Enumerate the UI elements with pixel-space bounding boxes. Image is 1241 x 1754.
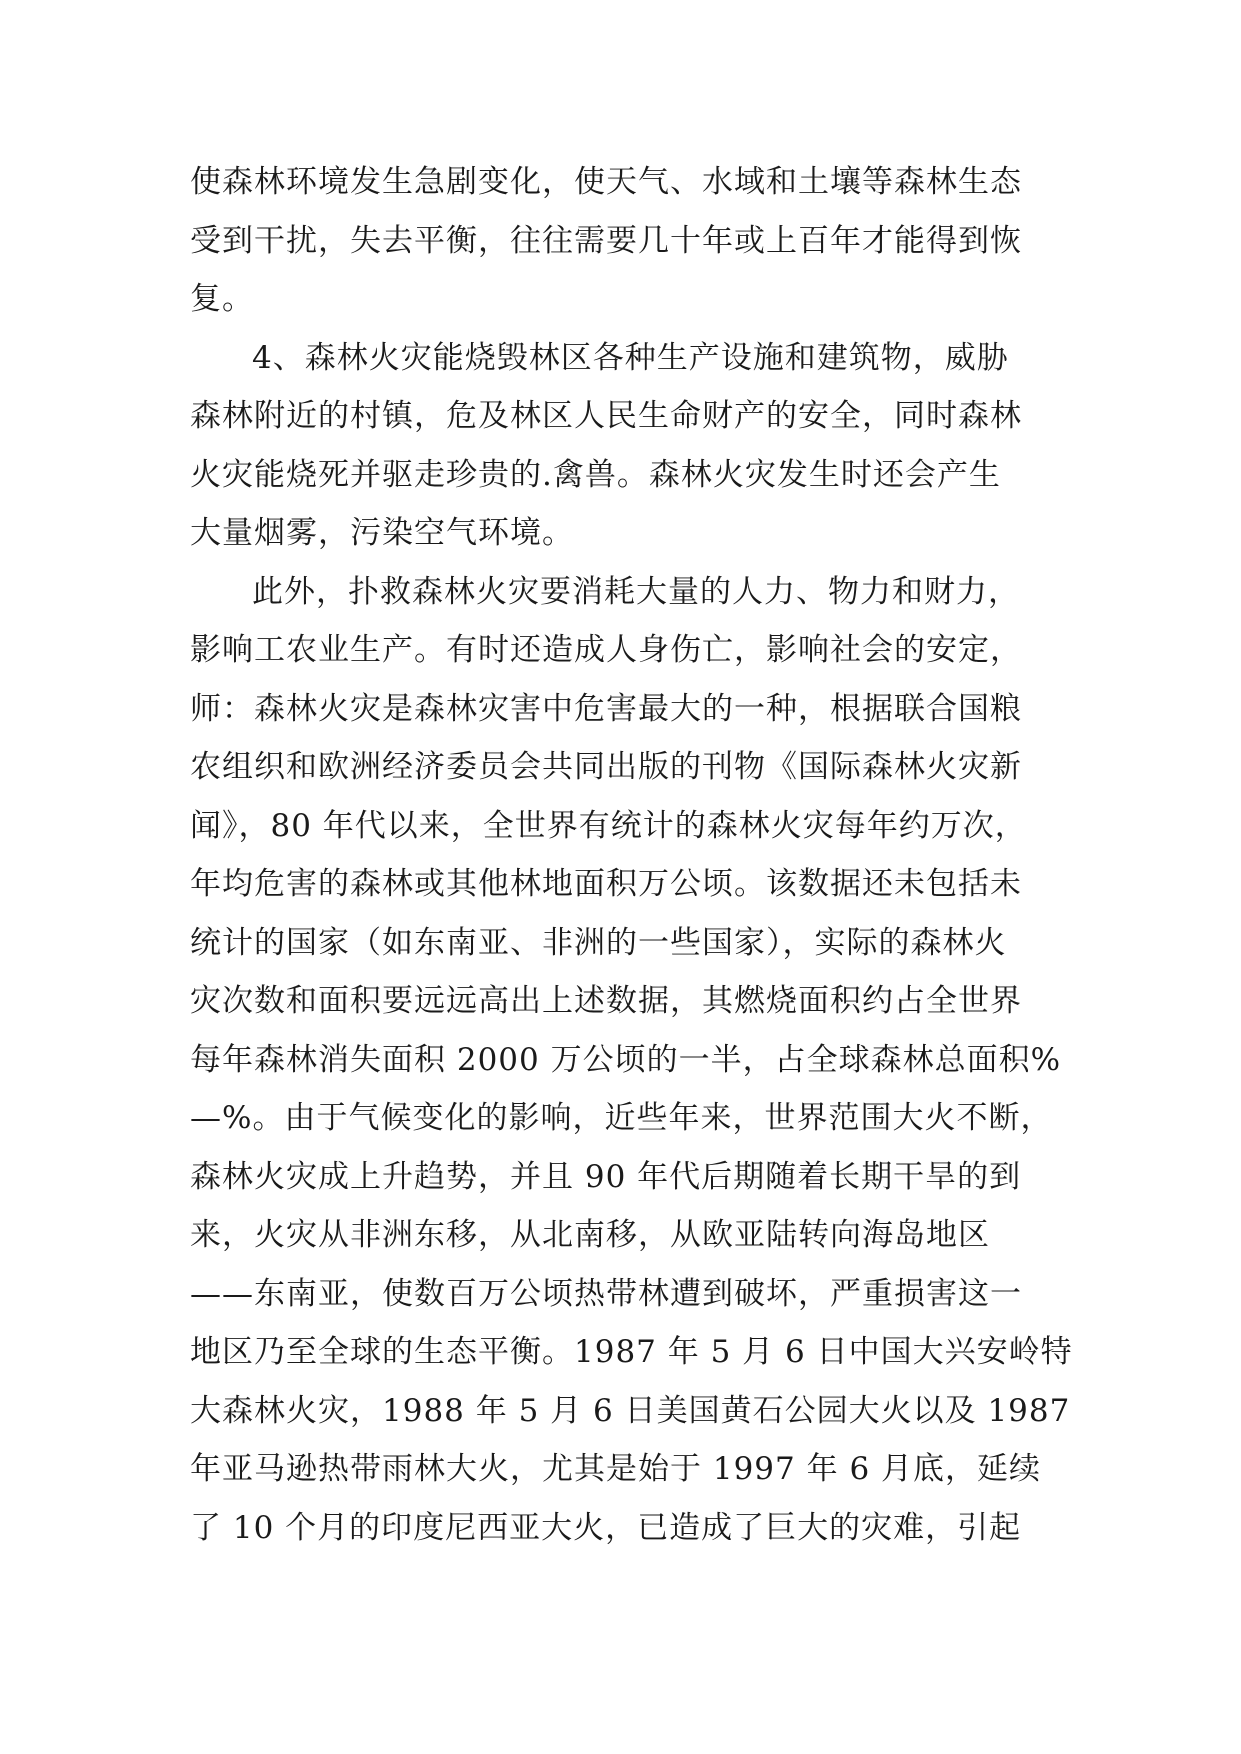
text-line: 了 10 个月的印度尼西亚大火，已造成了巨大的灾难，引起 — [190, 1509, 1022, 1546]
text-line: 年亚马逊热带雨林大火，尤其是始于 1997 年 6 月底，延续 — [190, 1451, 1042, 1487]
text-line: 师：森林火灾是森林灾害中危害最大的一种，根据联合国粮 — [190, 690, 1022, 727]
text-line: 火灾能烧死并驱走珍贵的.禽兽。森林火灾发生时还会产生 — [190, 456, 1001, 493]
text-line: 影响工农业生产。有时还造成人身伤亡，影响社会的安定， — [190, 632, 1022, 668]
text-line: 大量烟雾，污染空气环境。 — [190, 515, 574, 551]
text-line: 地区乃至全球的生态平衡。1987 年 5 月 6 日中国大兴安岭特 — [190, 1334, 1073, 1370]
paragraph-first-line: 4、森林火灾能烧毁林区各种生产设施和建筑物，威胁 — [252, 339, 1009, 376]
text-line: 统计的国家（如东南亚、非洲的一些国家），实际的森林火 — [190, 924, 1007, 961]
text-line: 森林附近的村镇，危及林区人民生命财产的安全，同时森林 — [190, 398, 1022, 434]
text-line: 年均危害的森林或其他林地面积万公顷。该数据还未包括未 — [190, 866, 1022, 902]
text-line: 来，火灾从非洲东移，从北南移，从欧亚陆转向海岛地区 — [190, 1217, 990, 1253]
text-line: ——东南亚，使数百万公顷热带林遭到破坏，严重损害这一 — [190, 1275, 1022, 1312]
text-line: 复。 — [190, 281, 254, 317]
text-line: 受到干扰，失去平衡，往往需要几十年或上百年才能得到恢 — [190, 222, 1022, 259]
text-line: 大森林火灾，1988 年 5 月 6 日美国黄石公园大火以及 1987 — [190, 1392, 1071, 1429]
text-line: 使森林环境发生急剧变化，使天气、水域和土壤等森林生态 — [190, 164, 1022, 200]
body-text — [190, 153, 1073, 1557]
text-line: 闻》，80 年代以来，全世界有统计的森林火灾每年约万次， — [190, 807, 1027, 844]
text-line: 农组织和欧洲经济委员会共同出版的刊物《国际森林火灾新 — [190, 749, 1022, 785]
paragraph-first-line: 此外，扑救森林火灾要消耗大量的人力、物力和财力， — [252, 573, 1020, 610]
text-line: —%。由于气候变化的影响，近些年来，世界范围大火不断， — [190, 1100, 1053, 1136]
text-line: 灾次数和面积要远远高出上述数据，其燃烧面积约占全世界 — [190, 983, 1022, 1019]
text-line: 每年森林消失面积 2000 万公顷的一半，占全球森林总面积% — [190, 1041, 1062, 1078]
text-line: 森林火灾成上升趋势，并且 90 年代后期随着长期干旱的到 — [190, 1158, 1022, 1195]
